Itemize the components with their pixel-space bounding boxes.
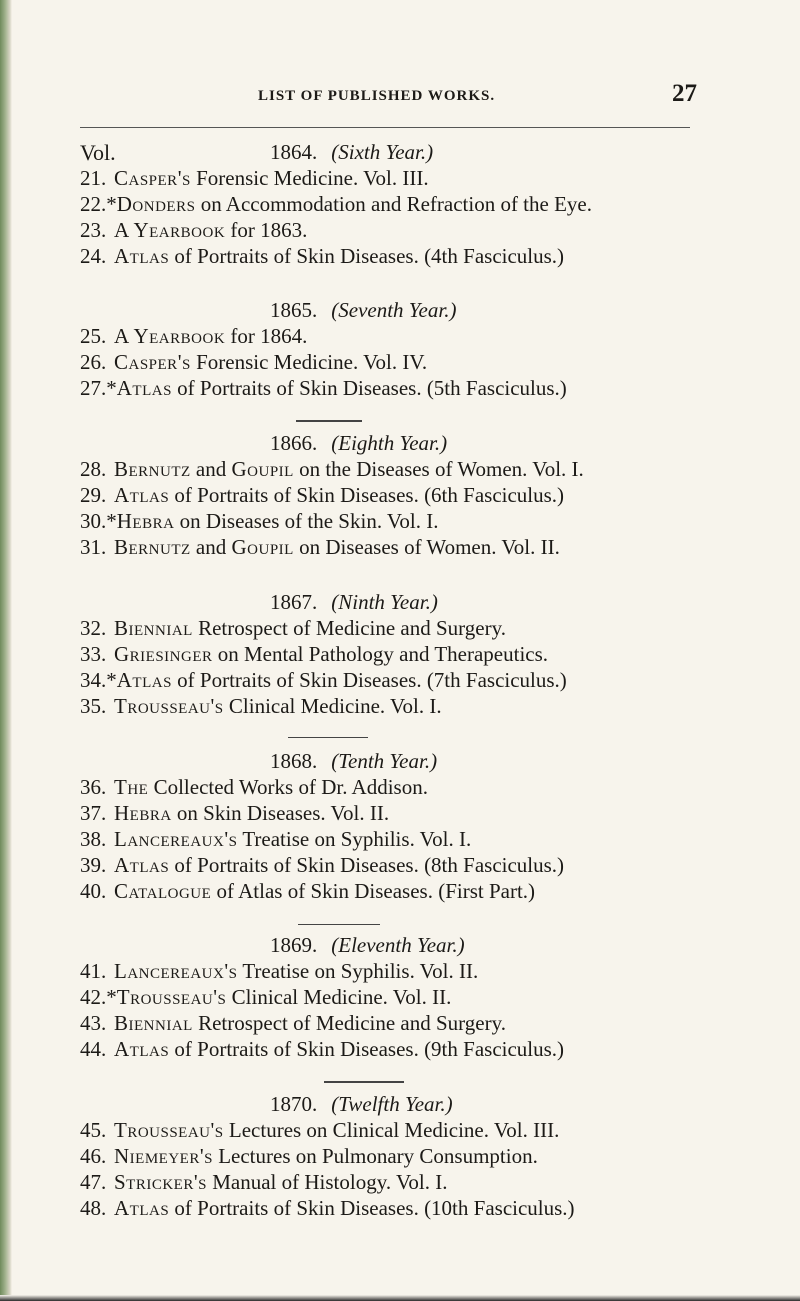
entry-key: Bernutz	[114, 457, 191, 481]
entry-key: Niemeyer's	[114, 1144, 213, 1168]
entry-number: 28.	[80, 457, 107, 481]
entry-key: Atlas	[114, 483, 170, 507]
entry-number: 25.	[80, 324, 107, 348]
list-item	[80, 324, 307, 349]
list-item	[80, 218, 307, 243]
year-heading	[270, 749, 437, 774]
page-number: 27	[672, 80, 697, 107]
entry-text: of Portraits of Skin Diseases. (9th Fasciculus.)	[169, 1037, 565, 1061]
page-binding-edge	[0, 0, 12, 1301]
entry-text: on Mental Pathology and Therapeutics.	[212, 642, 549, 666]
entry-number: 36.	[80, 775, 107, 799]
entry-text: on Diseases of the Skin. Vol. I.	[174, 509, 439, 533]
entry-key: Atlas	[114, 1196, 170, 1220]
year-label: (Seventh Year.)	[331, 298, 457, 322]
entry-text: Lectures on Clinical Medicine. Vol. III.	[223, 1118, 560, 1142]
entry-key: A Yearbook	[114, 324, 226, 348]
list-item	[80, 535, 560, 560]
entry-text: Clinical Medicine. Vol. I.	[223, 694, 442, 718]
list-item	[80, 244, 564, 269]
entry-key: Biennial	[114, 616, 193, 640]
section-divider	[324, 1082, 404, 1083]
entry-text: on Accommodation and Refraction of the Eye.	[195, 192, 592, 216]
page-bottom-edge	[0, 1295, 800, 1301]
entry-number: 35.	[80, 694, 107, 718]
entry-number: 41.	[80, 959, 107, 983]
entry-number: 46.	[80, 1144, 107, 1168]
entry-number: 30.*	[80, 509, 117, 533]
year-heading	[270, 431, 447, 456]
entry-text: Forensic Medicine. Vol. III.	[190, 166, 429, 190]
entry-text-2: on Diseases of Women. Vol. II.	[293, 535, 560, 559]
entry-key: The	[114, 775, 149, 799]
entry-text: Manual of Histology. Vol. I.	[206, 1170, 448, 1194]
entry-number: 27.*	[80, 376, 117, 400]
entry-key: Atlas	[116, 376, 172, 400]
year: 1869.	[270, 933, 318, 957]
entry-number: 39.	[80, 853, 107, 877]
entry-key: Trousseau's	[114, 1118, 224, 1142]
entry-number: 23.	[80, 218, 107, 242]
year-label: (Eighth Year.)	[331, 431, 448, 455]
year-label: (Twelfth Year.)	[331, 1092, 453, 1116]
year-label: (Tenth Year.)	[331, 749, 438, 773]
entry-text: of Portraits of Skin Diseases. (4th Fasciculus.)	[169, 244, 565, 268]
entry-key-2: Goupil	[231, 457, 294, 481]
entry-text: for 1864.	[225, 324, 308, 348]
entry-text: of Portraits of Skin Diseases. (10th Fasciculus.)	[169, 1196, 575, 1220]
entry-number: 34.*	[80, 668, 117, 692]
year: 1867.	[270, 590, 318, 614]
entry-key-2: Goupil	[231, 535, 294, 559]
year-heading	[270, 1092, 453, 1117]
entry-number: 38.	[80, 827, 107, 851]
list-item	[80, 668, 567, 693]
year-label: (Eleventh Year.)	[331, 933, 465, 957]
section-divider	[288, 737, 368, 738]
year-heading	[270, 933, 465, 958]
list-item	[80, 509, 438, 534]
section-divider	[296, 421, 362, 422]
entry-number: 47.	[80, 1170, 107, 1194]
entry-key: Atlas	[116, 668, 172, 692]
entry-text: of Atlas of Skin Diseases. (First Part.)	[211, 879, 536, 903]
year-heading	[270, 590, 438, 615]
entry-key: Catalogue	[114, 879, 212, 903]
list-item	[80, 616, 506, 641]
entry-key: Atlas	[114, 1037, 170, 1061]
entry-text: on Skin Diseases. Vol. II.	[171, 801, 390, 825]
list-item	[80, 1037, 564, 1062]
list-item	[80, 959, 478, 984]
entry-text: Lectures on Pulmonary Consumption.	[212, 1144, 538, 1168]
entry-text: and	[190, 457, 232, 481]
list-item	[80, 350, 427, 375]
list-item	[80, 1011, 506, 1036]
entry-text: of Portraits of Skin Diseases. (7th Fasciculus.)	[171, 668, 567, 692]
entry-key: Lancereaux's	[114, 827, 238, 851]
year-heading	[270, 298, 456, 323]
entry-number: 37.	[80, 801, 107, 825]
entry-key: Trousseau's	[116, 985, 227, 1009]
entry-number: 43.	[80, 1011, 107, 1035]
running-title: LIST OF PUBLISHED WORKS.	[258, 88, 496, 104]
entry-text: Forensic Medicine. Vol. IV.	[190, 350, 428, 374]
entry-key: A Yearbook	[114, 218, 226, 242]
entry-key: Hebra	[114, 801, 172, 825]
list-item	[80, 1118, 559, 1143]
entry-text: of Portraits of Skin Diseases. (6th Fasciculus.)	[169, 483, 565, 507]
entry-text: Treatise on Syphilis. Vol. I.	[237, 827, 472, 851]
entry-key: Casper's	[114, 166, 191, 190]
list-item	[80, 1170, 448, 1195]
year: 1870.	[270, 1092, 318, 1116]
list-item	[80, 457, 584, 482]
entry-text: of Portraits of Skin Diseases. (8th Fasciculus.)	[169, 853, 565, 877]
entry-key: Atlas	[114, 853, 170, 877]
list-item	[80, 853, 564, 878]
entry-number: 26.	[80, 350, 107, 374]
entry-text: Retrospect of Medicine and Surgery.	[192, 1011, 506, 1035]
entry-number: 44.	[80, 1037, 107, 1061]
entry-text: and	[190, 535, 232, 559]
list-item	[80, 192, 592, 217]
list-item	[80, 376, 567, 401]
entry-key: Hebra	[116, 509, 175, 533]
entry-key: Casper's	[114, 350, 191, 374]
year: 1866.	[270, 431, 318, 455]
entry-key: Atlas	[114, 244, 170, 268]
year-label: (Sixth Year.)	[331, 140, 434, 164]
list-item	[80, 985, 451, 1010]
year: 1868.	[270, 749, 318, 773]
entry-number: 45.	[80, 1118, 107, 1142]
entry-number: 24.	[80, 244, 107, 268]
list-item	[80, 879, 535, 904]
header-rule	[80, 127, 690, 128]
list-item	[80, 642, 548, 667]
entry-text: of Portraits of Skin Diseases. (5th Fasciculus.)	[171, 376, 567, 400]
list-item	[80, 801, 389, 826]
entry-text: Collected Works of Dr. Addison.	[148, 775, 428, 799]
section-divider	[298, 924, 380, 925]
list-item	[80, 694, 442, 719]
entry-text: for 1863.	[225, 218, 308, 242]
year: 1864.	[270, 140, 318, 164]
entry-key: Griesinger	[114, 642, 213, 666]
entry-text: Clinical Medicine. Vol. II.	[226, 985, 452, 1009]
entry-key: Donders	[116, 192, 196, 216]
year: 1865.	[270, 298, 318, 322]
list-item	[80, 775, 428, 800]
vol-label: Vol.	[80, 140, 116, 165]
list-item	[80, 1196, 575, 1221]
list-item	[80, 1144, 538, 1169]
entry-number: 33.	[80, 642, 107, 666]
entry-number: 31.	[80, 535, 107, 559]
entry-key: Stricker's	[114, 1170, 207, 1194]
entry-key: Bernutz	[114, 535, 191, 559]
list-item	[80, 166, 429, 191]
entry-number: 48.	[80, 1196, 107, 1220]
list-item	[80, 483, 564, 508]
entry-number: 22.*	[80, 192, 117, 216]
entry-key: Lancereaux's	[114, 959, 238, 983]
entry-number: 32.	[80, 616, 107, 640]
entry-number: 42.*	[80, 985, 117, 1009]
entry-number: 29.	[80, 483, 107, 507]
entry-text-2: on the Diseases of Women. Vol. I.	[293, 457, 584, 481]
year-label: (Ninth Year.)	[331, 590, 438, 614]
entry-key: Biennial	[114, 1011, 193, 1035]
entry-number: 21.	[80, 166, 107, 190]
entry-number: 40.	[80, 879, 107, 903]
year-heading	[270, 140, 433, 165]
entry-text: Retrospect of Medicine and Surgery.	[192, 616, 506, 640]
list-item	[80, 827, 471, 852]
entry-text: Treatise on Syphilis. Vol. II.	[237, 959, 479, 983]
entry-key: Trousseau's	[114, 694, 224, 718]
